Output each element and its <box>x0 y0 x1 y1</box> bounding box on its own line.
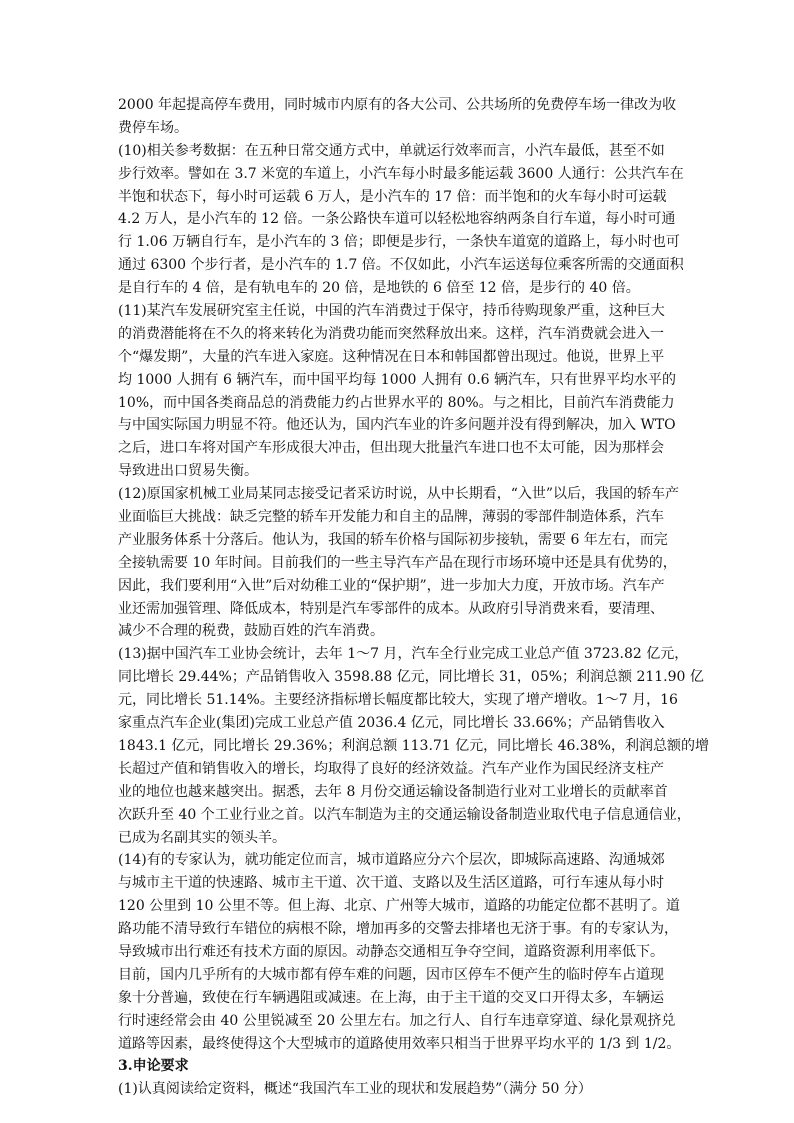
text-line: (1)认真阅读给定资料，概述“我国汽车工业的现状和发展趋势”（满分 50 分） <box>118 1081 592 1098</box>
text-line: 长超过产值和销售收入的增长，均取得了良好的经济效益。汽车产业作为国民经济支柱产 <box>118 760 664 777</box>
text-line: (13)据中国汽车工业协会统计，去年 1～7 月，汽车全行业完成工业总产值 3723.82 亿元， <box>118 646 689 663</box>
text-line: 均 1000 人拥有 6 辆汽车，而中国平均每 1000 人拥有 0.6 辆汽车，只有世界平均水平的 <box>118 371 677 388</box>
text-line: 已成为名副其实的领头羊。 <box>118 829 286 846</box>
text-line: 1843.1 亿元，同比增长 29.36%；利润总额 113.71 亿元，同比增长 46.38%，利润总额的增 <box>118 737 709 754</box>
text-line: 家重点汽车企业(集团)完成工业总产值 2036.4 亿元，同比增长 33.66%；产品销售收入 <box>118 715 665 732</box>
text-line: 目前，国内几乎所有的大城市都有停车难的问题，因市区停车不便产生的临时停车占道现 <box>118 966 664 983</box>
text-line: 2000 年起提高停车费用，同时城市内原有的各大公司、公共场所的免费停车场一律改为收 <box>118 97 677 113</box>
text-line: 通过 6300 个步行者，是小汽车的 1.7 倍。不仅如此，小汽车运送每位乘客所需的交通面积 <box>118 257 684 274</box>
text-line: 次跃升至 40 个工业行业之首。以汽车制造为主的交通运输设备制造业取代电子信息通信业， <box>118 806 691 823</box>
text-line: 费停车场。 <box>118 119 188 136</box>
text-line: 全接轨需要 10 年时间。目前我们的一些主导汽车产品在现行市场环境中还是具有优势的， <box>118 554 677 571</box>
text-line: 个“爆发期”，大量的汽车进入家庭。这种情况在日本和韩国都曾出现过。他说，世界上平 <box>118 348 665 365</box>
text-line: 元，同比增长 51.14%。主要经济指标增长幅度都比较大，实现了增产增收。1～7 月，16 <box>118 692 678 709</box>
text-line: 与城市主干道的快速路、城市主干道、次干道、支路以及生活区道路，可行车速从每小时 <box>118 875 664 892</box>
text-line: 同比增长 29.44%；产品销售收入 3598.88 亿元，同比增长 31，05%；利润总额 211.90 亿 <box>118 669 704 686</box>
section-heading: 3.申论要求 <box>118 1058 189 1075</box>
text-line: 的消费潜能将在不久的将来转化为消费功能而突然释放出来。这样，汽车消费就会进入一 <box>118 325 664 342</box>
document-body <box>118 94 709 1101</box>
text-line: 因此，我们要利用“入世”后对幼稚工业的“保护期”，进一步加大力度，开放市场。汽车产 <box>118 577 665 594</box>
text-line: 导致进出口贸易失衡。 <box>118 463 258 480</box>
text-line: 业的地位也越来越突出。据悉，去年 8 月份交通运输设备制造行业对工业增长的贡献率首 <box>118 783 668 800</box>
text-line: 导致城市出行难还有技术方面的原因。动静态交通相互争夺空间，道路资源利用率低下。 <box>118 943 664 960</box>
text-line: (10)相关参考数据：在五种日常交通方式中，单就运行效率而言，小汽车最低，甚至不如 <box>118 142 665 159</box>
text-line: 象十分普遍，致使在行车辆遇阻或减速。在上海，由于主干道的交叉口开得太多，车辆运 <box>118 989 664 1006</box>
text-line: 减少不合理的税费，鼓励百姓的汽车消费。 <box>118 623 384 640</box>
text-line: 行时速经常会由 40 公里锐减至 20 公里左右。加之行人、自行车违章穿道、绿化景观挤兑 <box>118 1012 676 1029</box>
text-line: 半饱和状态下，每小时可运载 6 万人，是小汽车的 17 倍：而半饱和的火车每小时可运载 <box>118 188 667 205</box>
text-line: 道路等因素，最终使得这个大型城市的道路使用效率只相当于世界平均水平的 1/3 到 1/2。 <box>118 1035 681 1052</box>
text-line: 120 公里到 10 公里不等。但上海、北京、广州等大城市，道路的功能定位都不甚明了。道 <box>118 898 680 915</box>
text-line: 之后，进口车将对国产车形成很大冲击，但出现大批量汽车进口也不太可能，因为那样会 <box>118 440 664 457</box>
text-line: (11)某汽车发展研究室主任说，中国的汽车消费过于保守，持币待购现象严重，这种巨大 <box>118 303 665 320</box>
text-line: 步行效率。譬如在 3.7 米宽的车道上，小汽车每小时最多能运载 3600 人通行：公共汽车在 <box>118 165 684 182</box>
text-line: 4.2 万人，是小汽车的 12 倍。一条公路快车道可以轻松地容纳两条自行车道，每小时可通 <box>118 211 676 228</box>
text-line: 行 1.06 万辆自行车，是小汽车的 3 倍；即便是步行，一条快车道宽的道路上，每小时也可 <box>118 234 680 251</box>
text-line: (14)有的专家认为，就功能定位而言，城市道路应分六个层次，即城际高速路、沟通城郊 <box>118 852 665 869</box>
text-line: 产业服务体系十分落后。他认为，我国的轿车价格与国际初步接轨，需要 6 年左右，而完 <box>118 531 668 548</box>
text-line: 是自行车的 4 倍，是有轨电车的 20 倍，是地铁的 6 倍至 12 倍，是步行的 40 倍。 <box>118 280 640 297</box>
text-line: 10%，而中国各类商品总的消费能力约占世界水平的 80%。与之相比，目前汽车消费能力 <box>118 394 675 411</box>
text-line: (12)原国家机械工业局某同志接受记者采访时说，从中长期看，“入世”以后，我国的轿车产 <box>118 486 680 503</box>
text-line: 业面临巨大挑战：缺乏完整的轿车开发能力和自主的品牌，薄弱的零部件制造体系，汽车 <box>118 509 664 526</box>
text-line: 路功能不清导致行车错位的病根不除，增加再多的交警去排堵也无济于事。有的专家认为， <box>118 921 678 938</box>
text-line: 与中国实际国力明显不符。他还认为，国内汽车业的许多问题并没有得到解决，加入 WTO <box>118 417 676 434</box>
text-line: 业还需加强管理、降低成本，特别是汽车零部件的成本。从政府引导消费来看，要清理、 <box>118 600 664 617</box>
